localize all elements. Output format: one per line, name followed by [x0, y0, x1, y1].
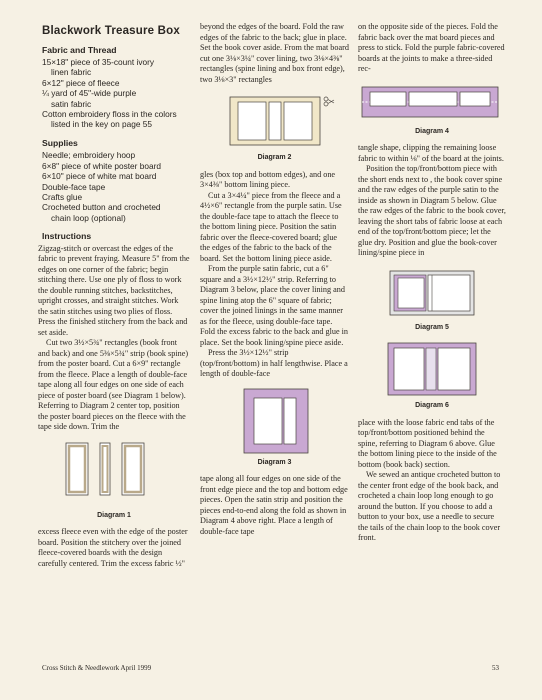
- diagram-4-figure: [358, 81, 506, 125]
- paragraph: tangle shape, clipping the remaining loose fabric to within ⅛" of the board at the joints.: [358, 143, 504, 163]
- list-item: satin fabric: [51, 98, 92, 109]
- instructions-heading: Instructions: [42, 231, 92, 242]
- diagram-2: [200, 91, 349, 164]
- diagram-6-figure: [358, 339, 506, 399]
- paragraph: on the opposite side of the pieces. Fold the fabric back over the mat board pieces and press to stick. Fold the purple fabric-covered boards at the joints to make a three-sided rec-: [358, 22, 505, 73]
- diagram-4: [358, 81, 506, 138]
- diagram-1-figure: [38, 439, 190, 509]
- diagram-2-figure: [200, 91, 349, 151]
- supplies-heading: Supplies: [42, 137, 78, 148]
- diagram-3: [200, 386, 349, 469]
- diagram-3-figure: [200, 386, 349, 456]
- page-number: 53: [492, 664, 499, 672]
- column-3: [358, 22, 506, 544]
- diagram-6-caption: Diagram 6: [415, 402, 449, 409]
- list-item: chain loop (optional): [51, 212, 126, 223]
- article-title: Blackwork Treasure Box: [42, 25, 180, 37]
- list-item: linen fabric: [51, 67, 92, 78]
- supplies-list: [42, 150, 190, 223]
- diagram-2-caption: Diagram 2: [257, 154, 292, 161]
- list-item: ¼ yard of 45"-wide purple: [42, 88, 137, 99]
- diagram-6: [358, 339, 506, 412]
- paragraph: place with the loose fabric end tabs of the top/front/bottom positioned behind the spine, referring to Diagram 6 above. Glue the bottom lining piece to the inside of the bottom (book back) section.: [358, 417, 497, 469]
- column-2: [200, 22, 349, 537]
- paragraph: Cut a 3×4¼" piece from the fleece and a 4½×6" rectangle from the purple satin. Use the double-face tape to attach the fleece to the bottom lining piece. Position the satin fabric over the fleece-covered board; glue the edges of the fabric to the back of the board. Set the bottom lining piece aside.: [200, 190, 342, 263]
- diagram-5-figure: [358, 265, 506, 321]
- paragraph: beyond the edges of the board. Fold the raw edges of the fabric to the back; glue in place. Set the book cover aside. From the mat board cut one 3⅛×3¼" cover lining, two 3⅛×4⅜" rectangles (spine lining and box front edge), two 3⅛×3" rectangles: [200, 22, 349, 84]
- list-item: 6×12" piece of fleece: [42, 77, 120, 88]
- paragraph: Cut two 3½×5¾" rectangles (book front and back) and one 5⅜×5¾" strip (book spine) from the poster board. Cut a 6×9" rectangle from the fleece. Place a length of double-face tape along all four edges on one side of each piece of poster board (see Diagram 1 below). Referring to Diagram 2 center top, position the poster board pieces on the fleece with the tape side down. Trim the: [38, 338, 189, 432]
- paragraph: We sewed an antique crocheted button to the center front edge of the book back, and crocheted a chain loop long enough to go around the button. If you choose to add a button to your box, use a needle to secure the tails of the chain loop to the book cover front.: [358, 470, 501, 542]
- list-item: 15×18" piece of 35-count ivory: [42, 57, 155, 67]
- diagram-1-caption: Diagram 1: [97, 511, 131, 519]
- diagram-5: [358, 265, 506, 334]
- paragraph: From the purple satin fabric, cut a 6" square and a 3½×12½" strip. Referring to Diagram 3 below, place the cover lining and spine lining atop the 6" square of fabric; cover the joined linings in the same manner as for the fleece, using double-face tape. Fold the excess fabric to the back and glue in place. Set the book lining/spine piece aside.: [200, 264, 349, 347]
- diagram-5-caption: Diagram 5: [415, 323, 449, 331]
- diagram-1: [38, 439, 190, 522]
- fabric-heading: Fabric and Thread: [42, 44, 117, 55]
- list-item: Crafts glue: [42, 191, 83, 202]
- paragraph: gles (box top and bottom edges), and one 3×4⅜" bottom lining piece.: [200, 169, 336, 189]
- list-item: Cotton embroidery floss in the colors: [42, 109, 177, 120]
- fabric-list: [42, 57, 190, 130]
- list-item: 6×8" piece of white poster board: [42, 160, 161, 171]
- paragraph: Zigzag-stitch or overcast the edges of the fabric to prevent fraying. Measure 5" from the edges on one corner of the fabric; begin stitching there. Use one ply of floss to work the double running stitches, backstitches, upright crosses, and straight stitches. Work the satin stitches using two plies of floss. Press the finished stitchery from the back and set aside.: [38, 243, 190, 337]
- scissors-icon: [324, 97, 334, 106]
- list-item: Needle; embroidery hoop: [42, 150, 136, 161]
- diagram-4-caption: Diagram 4: [415, 127, 449, 135]
- footer-publication: Cross Stitch & Needlework April 1999: [42, 664, 152, 672]
- column-1: [38, 22, 190, 569]
- paragraph: Position the top/front/bottom piece with the short ends next to , the book cover spine and the raw edges of the purple satin to the inside as shown in Diagram 5 below. Glue the raw edges of the fabric to the book cover, leaving the short tabs of fabric loose at each end of the top/front/bottom piece; let the glue dry. Position and glue the book-cover lining/spine piece in: [358, 164, 506, 257]
- list-item: listed in the key on page 55: [51, 119, 153, 130]
- list-item: Crocheted button and crocheted: [42, 202, 161, 213]
- paragraph: Press the 3½×12½" strip (top/front/bottom) in half lengthwise. Place a length of double-face: [200, 348, 348, 378]
- diagram-3-caption: Diagram 3: [257, 458, 292, 466]
- paragraph: excess fleece even with the edge of the poster board. Position the stitchery over the joined fleece-covered boards with the design carefully centered. Trim the excess fabric ½": [38, 527, 188, 568]
- list-item: Double-face tape: [42, 181, 106, 192]
- paragraph: tape along all four edges on one side of the front edge piece and the top and bottom edge pieces. Open the satin strip and position the pieces end-to-end along the fold as shown in Diagram 4 above right. Place a length of double-face tape: [200, 474, 348, 536]
- list-item: 6×10" piece of white mat board: [42, 171, 157, 182]
